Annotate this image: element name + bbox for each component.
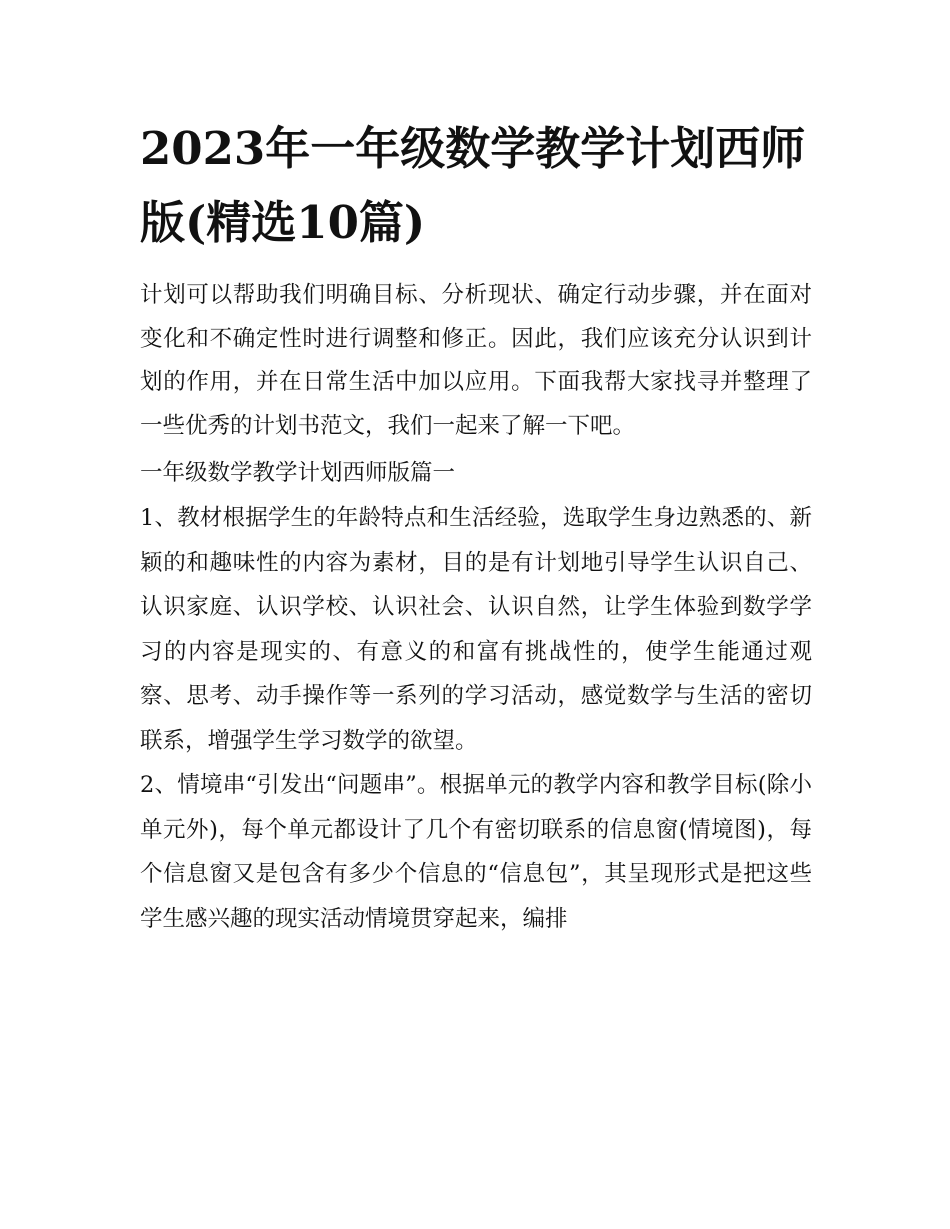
document-title: 2023年一年级数学教学计划西师版(精选10篇) — [140, 122, 806, 249]
section-heading: 一年级数学教学计划西师版篇一 — [140, 460, 456, 486]
document-content — [140, 112, 812, 941]
intro-paragraph: 计划可以帮助我们明确目标、分析现状、确定行动步骤，并在面对变化和不确定性时进行调整和修正。因此，我们应该充分认识到计划的作用，并在日常生活中加以应用。下面我帮大家找寻并整理了一些优秀的计划书范文，我们一起来了解一下吧。 — [140, 282, 812, 439]
body-paragraph-2: 2、情境串“引发出“问题串”。根据单元的教学内容和教学目标(除小单元外)，每个单元都设计了几个有密切联系的信息窗(情境图)，每个信息窗又是包含有多少个信息的“信息包”，其呈现形式是把这些学生感兴趣的现实活动情境贯穿起来，编排 — [140, 772, 812, 932]
body-paragraph-1: 1、教材根据学生的年龄特点和生活经验，选取学生身边熟悉的、新颖的和趣味性的内容为素材，目的是有计划地引导学生认识自己、认识家庭、认识学校、认识社会、认识自然，让学生体验到数学学习的内容是现实的、有意义的和富有挑战性的，使学生能通过观察、思考、动手操作等一系列的学习活动，感觉数学与生活的密切联系，增强学生学习数学的欲望。 — [140, 505, 812, 754]
